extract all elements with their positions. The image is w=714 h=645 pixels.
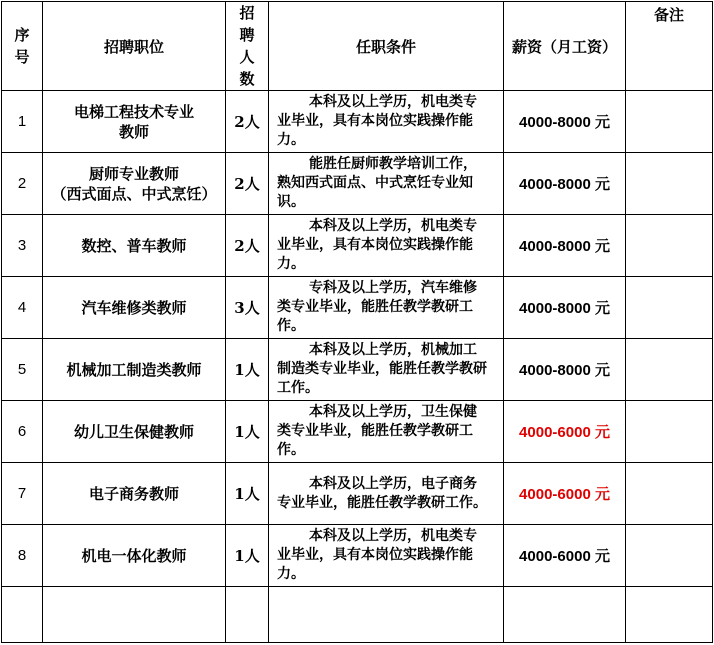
requirements-rest: 专业毕业，能胜任教学教研工作。 — [277, 494, 487, 511]
empty-cell — [2, 587, 43, 643]
position-line: 教师 — [118, 122, 149, 141]
header-index — [2, 2, 43, 91]
row-position — [43, 215, 226, 277]
row-index: 7 — [2, 463, 43, 525]
row-count: 1人 — [226, 463, 269, 525]
requirements-first-line: 本科及以上学历，机械加工 — [309, 342, 477, 358]
row-position — [43, 401, 226, 463]
row-requirements — [269, 525, 504, 587]
position-line: 厨师专业教师 — [88, 164, 179, 183]
row-count: 2人 — [226, 215, 269, 277]
row-count: 2人 — [226, 153, 269, 215]
requirements-first-line: 专科及以上学历，汽车维修 — [309, 280, 477, 296]
header-row — [2, 2, 713, 91]
header-count-char: 招 — [239, 4, 255, 22]
row-position — [43, 153, 226, 215]
empty-cell — [43, 587, 226, 643]
header-count — [226, 2, 269, 91]
row-requirements — [269, 91, 504, 153]
row-position — [43, 339, 226, 401]
row-requirements — [269, 463, 504, 525]
position-line: 幼儿卫生保健教师 — [73, 422, 194, 441]
header-note: 备注 — [626, 2, 713, 91]
row-salary: 4000-8000 元 — [504, 215, 626, 277]
row-count: 1人 — [226, 525, 269, 587]
requirements-rest: 类专业毕业，能胜任教学教研工作。 — [277, 299, 473, 334]
row-note — [626, 401, 713, 463]
row-requirements — [269, 339, 504, 401]
header-index-char: 序 — [14, 26, 30, 44]
table-row — [2, 339, 713, 401]
row-index: 2 — [2, 153, 43, 215]
header-salary: 薪资（月工资） — [504, 2, 626, 91]
row-count: 2人 — [226, 91, 269, 153]
requirements-first-line: 本科及以上学历，机电类专 — [309, 218, 477, 234]
row-requirements — [269, 215, 504, 277]
position-line: 数控、普车教师 — [81, 236, 187, 255]
row-index: 5 — [2, 339, 43, 401]
table-row — [2, 153, 713, 215]
position-line: 电子商务教师 — [88, 484, 179, 503]
position-line: 机械加工制造类教师 — [66, 360, 202, 379]
table-row — [2, 525, 713, 587]
row-salary: 4000-6000 元 — [504, 525, 626, 587]
row-index: 4 — [2, 277, 43, 339]
row-index: 6 — [2, 401, 43, 463]
table-row — [2, 91, 713, 153]
empty-row — [2, 587, 713, 643]
position-line: 机电一体化教师 — [81, 546, 187, 565]
requirements-first-line: 本科及以上学历，电子商务 — [309, 475, 477, 492]
requirements-rest: 业毕业，具有本岗位实践操作能力。 — [277, 113, 473, 148]
header-requirements: 任职条件 — [269, 2, 504, 91]
row-position — [43, 525, 226, 587]
row-note — [626, 91, 713, 153]
row-position — [43, 463, 226, 525]
row-note — [626, 277, 713, 339]
requirements-rest: 类专业毕业，能胜任教学教研工作。 — [277, 423, 473, 458]
header-count-char: 人 — [239, 48, 255, 66]
row-note — [626, 525, 713, 587]
row-requirements — [269, 401, 504, 463]
row-index: 1 — [2, 91, 43, 153]
row-index: 3 — [2, 215, 43, 277]
header-position: 招聘职位 — [43, 2, 226, 91]
empty-cell — [269, 587, 504, 643]
requirements-rest: 制造类专业毕业，能胜任教学教研工作。 — [277, 361, 487, 396]
position-line: 汽车维修类教师 — [81, 298, 187, 317]
header-count-char: 数 — [239, 70, 255, 88]
empty-cell — [626, 587, 713, 643]
table-row — [2, 277, 713, 339]
requirements-first-line: 能胜任厨师教学培训工作， — [309, 156, 477, 172]
row-salary: 4000-8000 元 — [504, 277, 626, 339]
row-count: 1人 — [226, 339, 269, 401]
empty-cell — [504, 587, 626, 643]
row-count: 3人 — [226, 277, 269, 339]
table-row — [2, 401, 713, 463]
recruitment-table — [1, 1, 713, 643]
row-note — [626, 463, 713, 525]
row-salary: 4000-8000 元 — [504, 91, 626, 153]
position-line: （西式面点、中式烹饪） — [51, 184, 217, 203]
empty-cell — [226, 587, 269, 643]
row-requirements — [269, 153, 504, 215]
header-index-char: 号 — [14, 48, 30, 66]
header-count-char: 聘 — [239, 26, 255, 44]
table-row — [2, 215, 713, 277]
row-salary: 4000-8000 元 — [504, 153, 626, 215]
requirements-first-line: 本科及以上学历，机电类专 — [309, 94, 477, 110]
row-index: 8 — [2, 525, 43, 587]
row-note — [626, 153, 713, 215]
row-position — [43, 277, 226, 339]
row-note — [626, 339, 713, 401]
row-salary: 4000-6000 元 — [504, 401, 626, 463]
position-line: 电梯工程技术专业 — [73, 102, 194, 121]
requirements-rest: 熟知西式面点、中式烹饪专业知识。 — [277, 175, 473, 210]
row-count: 1人 — [226, 401, 269, 463]
requirements-first-line: 本科及以上学历，卫生保健 — [309, 404, 477, 420]
row-note — [626, 215, 713, 277]
requirements-rest: 业毕业，具有本岗位实践操作能力。 — [277, 237, 473, 272]
row-salary: 4000-6000 元 — [504, 463, 626, 525]
row-position — [43, 91, 226, 153]
table-row — [2, 463, 713, 525]
requirements-rest: 业毕业，具有本岗位实践操作能力。 — [277, 547, 473, 582]
requirements-first-line: 本科及以上学历，机电类专 — [309, 528, 477, 544]
row-salary: 4000-8000 元 — [504, 339, 626, 401]
row-requirements — [269, 277, 504, 339]
